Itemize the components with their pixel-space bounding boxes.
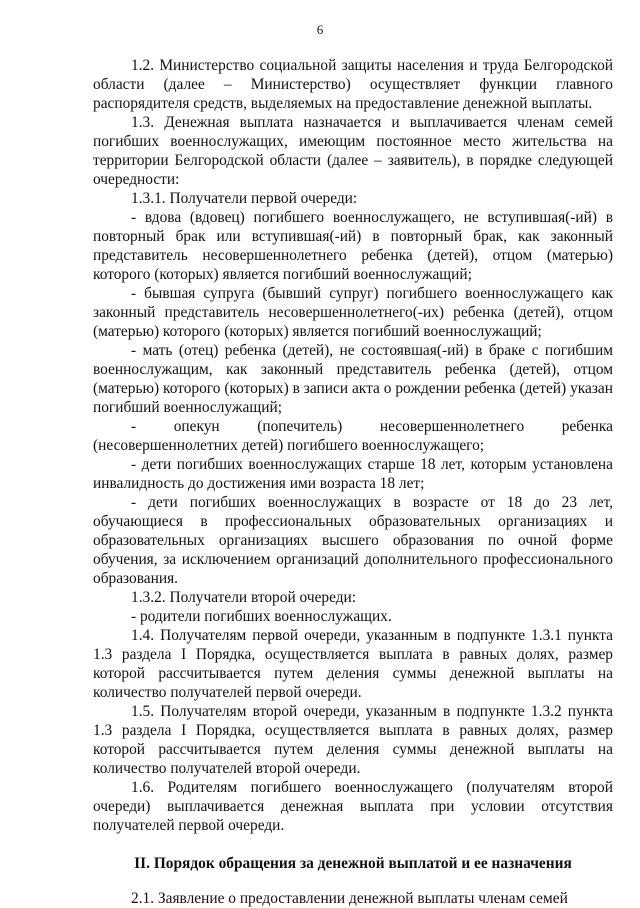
list-item-mother: - мать (отец) ребенка (детей), не состоявшая(-ий) в браке с погибшим военнослужащим, как законный представитель ребенка (детей), отцом (матерью) которого (которых) в записи акта о рождении ребенка (детей) указан погибший военнослужащий; — [93, 342, 613, 416]
paragraph-1-3-1: 1.3.1. Получатели первой очереди: — [131, 190, 358, 207]
page-number: 6 — [316, 22, 324, 37]
list-item-disabled-children: - дети погибших военнослужащих старше 18 лет, которым установлена инвалидность до достижения ими возраста 18 лет; — [93, 456, 613, 492]
paragraph-1-2: 1.2. Министерство социальной защиты населения и труда Белгородской области (далее – Министерство) осуществляет функции главного распорядителя средств, выделяемых на предоставление денежной выплаты. — [93, 57, 613, 112]
paragraph-1-4: 1.4. Получателям первой очереди, указанным в подпункте 1.3.1 пункта 1.3 раздела I Порядка, осуществляется выплата в равных долях, размер которой рассчитывается путем деления суммы денежной выплаты на количество получателей первой очереди. — [93, 627, 613, 701]
list-item-widow: - вдова (вдовец) погибшего военнослужащего, не вступившая(-ий) в повторный брак или вступившая(-ий) в повторный брак, как законный представитель несовершеннолетнего ребенка (детей), отцом (матерью) которого (которых) является погибший военнослужащий; — [93, 209, 613, 283]
list-item-former-spouse: - бывшая супруга (бывший супруг) погибшего военнослужащего как законный представитель несовершеннолетнего(-их) ребенка (детей), отцом (матерью) которого (которых) является погибший военнослужащий; — [93, 285, 613, 340]
paragraph-1-5: 1.5. Получателям второй очереди, указанным в подпункте 1.3.2 пункта 1.3 раздела I Порядка, осуществляется выплата в равных долях, размер которой рассчитывается путем деления суммы денежной выплаты на количество получателей второй очереди. — [93, 703, 613, 777]
section-heading: II. Порядок обращения за денежной выплатой и ее назначения — [134, 855, 572, 872]
list-item-parents: - родители погибших военнослужащих. — [131, 608, 392, 625]
paragraph-2-1: 2.1. Заявление о предоставлении денежной выплаты членам семей — [131, 890, 568, 907]
paragraph-1-3-2: 1.3.2. Получатели второй очереди: — [131, 589, 357, 606]
paragraph-1-6: 1.6. Родителям погибшего военнослужащего (получателям второй очереди) выплачивается денежная выплата при условии отсутствия получателей первой очереди. — [93, 779, 613, 834]
list-item-student-children: - дети погибших военнослужащих в возрасте от 18 до 23 лет, обучающиеся в профессиональных образовательных организациях и образовательных организациях высшего образования по очной форме обучения, за исключением организаций дополнительного профессионального образования. — [93, 494, 613, 587]
document-body — [93, 56, 613, 908]
paragraph-1-3: 1.3. Денежная выплата назначается и выплачивается членам семей погибших военнослужащих, имеющим постоянное место жительства на территории Белгородской области (далее – заявитель), в порядке следующей очередности: — [93, 114, 613, 188]
list-item-guardian: - опекун (попечитель) несовершеннолетнего ребенка (несовершеннолетних детей) погибшего военнослужащего; — [93, 418, 613, 454]
